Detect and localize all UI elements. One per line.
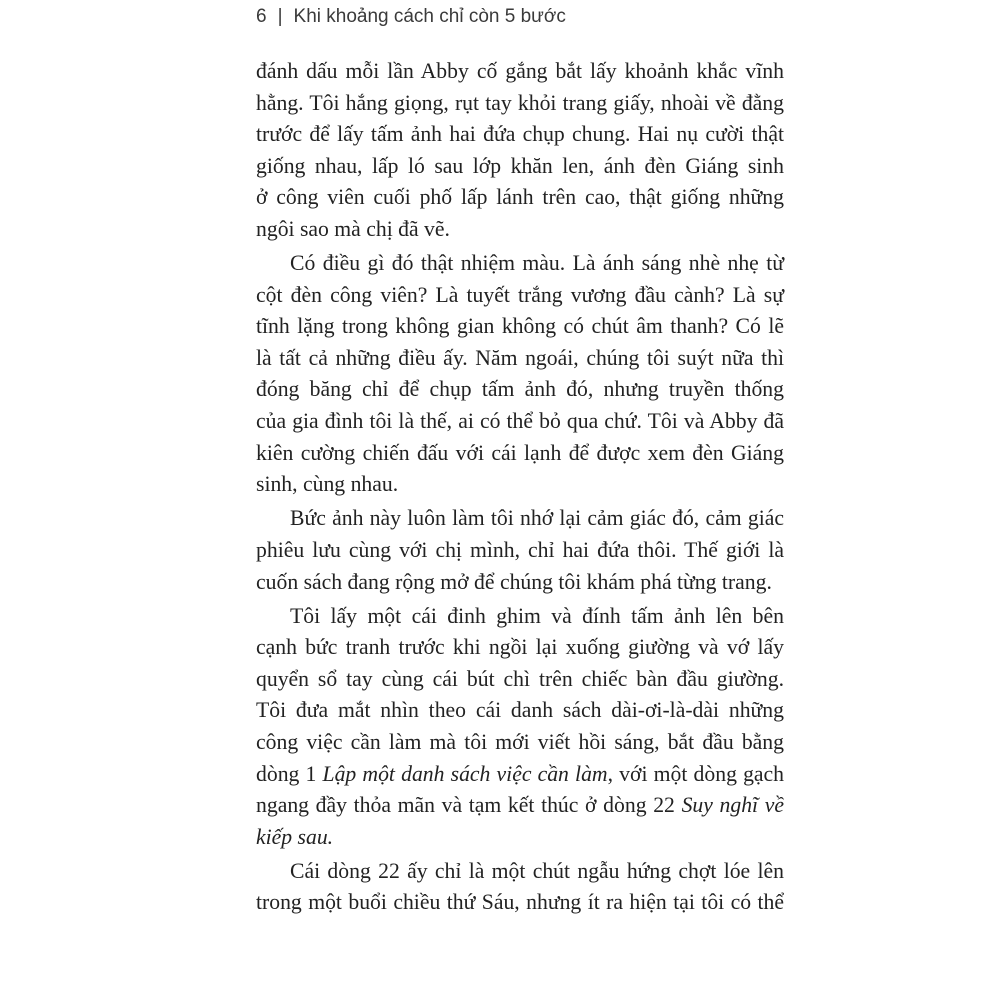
text-line: cạnh bức tranh trước khi ngồi lại xuống giường và vớ lấy [256,635,784,660]
text-line: sinh, cùng nhau. [256,472,399,497]
italic-list-item: Lập một danh sách việc cần làm [322,761,608,786]
page-number: 6 [256,6,267,27]
text-line: Có điều gì đó thật nhiệm màu. Là ánh sáng nhè nhẹ từ [290,251,784,276]
italic-list-item: kiếp sau. [256,824,334,849]
text-line [256,759,784,791]
text-line: cột đèn công viên? Là tuyết trắng vương đầu cành? Là sự [256,282,784,307]
paragraph-5 [256,856,784,919]
text-line: của gia đình tôi là thế, ai có thể bỏ qua chứ. Tôi và Abby đã [256,409,784,434]
text-line: Tôi lấy một cái đinh ghim và đính tấm ảnh lên bên [290,603,784,628]
paragraph-4 [256,601,784,854]
italic-list-item: Suy nghĩ về [681,793,784,818]
body-text [256,56,784,919]
paragraph-3 [256,503,784,598]
text-run: dòng 1 [256,761,323,786]
paragraph-1 [256,56,784,246]
text-line: hằng. Tôi hắng giọng, rụt tay khỏi trang giấy, nhoài về đằng [256,90,784,115]
text-line: là tất cả những điều ấy. Năm ngoái, chúng tôi suýt nữa thì [256,345,784,370]
text-line: giống nhau, lấp ló sau lớp khăn len, ánh đèn Giáng sinh [256,153,784,178]
text-line: quyển sổ tay cùng cái bút chì trên chiếc bàn đầu giường. [256,666,784,691]
text-line: trước để lấy tấm ảnh hai đứa chụp chung. Hai nụ cười thật [256,122,784,147]
text-line: đánh dấu mỗi lần Abby cố gắng bắt lấy khoảnh khắc vĩnh [256,59,784,83]
text-line: Tôi đưa mắt nhìn theo cái danh sách dài-ơi-là-dài những [256,698,784,723]
text-line: tĩnh lặng trong không gian không có chút âm thanh? Có lẽ [256,314,784,339]
text-line: đóng băng chỉ để chụp tấm ảnh đó, nhưng truyền thống [256,377,784,402]
text-line: công việc cần làm mà tôi mới viết hồi sáng, bắt đầu bằng [256,729,784,754]
text-line: Cái dòng 22 ấy chỉ là một chút ngẫu hứng chợt lóe lên [290,858,784,883]
text-line: kiên cường chiến đấu với cái lạnh để được xem đèn Giáng [256,440,784,465]
running-head [256,6,566,28]
text-line: Bức ảnh này luôn làm tôi nhớ lại cảm giác đó, cảm giác [290,506,784,531]
text-line: ngôi sao mà chị đã vẽ. [256,216,450,241]
text-line: cuốn sách đang rộng mở để chúng tôi khám phá từng trang. [256,569,772,594]
book-title: Khi khoảng cách chỉ còn 5 bước [293,6,566,27]
paragraph-2 [256,248,784,501]
text-line: ở công viên cuối phố lấp lánh trên cao, thật giống những [256,185,784,210]
text-line: phiêu lưu cùng với chị mình, chỉ hai đứa thôi. Thế giới là [256,537,784,562]
header-separator: | [277,6,283,27]
text-run: , với một dòng gạch [607,761,785,786]
text-line [256,790,784,822]
text-line: trong một buổi chiều thứ Sáu, nhưng ít ra hiện tại tôi có thể [256,890,784,915]
text-line [256,822,784,854]
text-run: ngang đầy thỏa mãn và tạm kết thúc ở dòng 22 [256,793,682,818]
